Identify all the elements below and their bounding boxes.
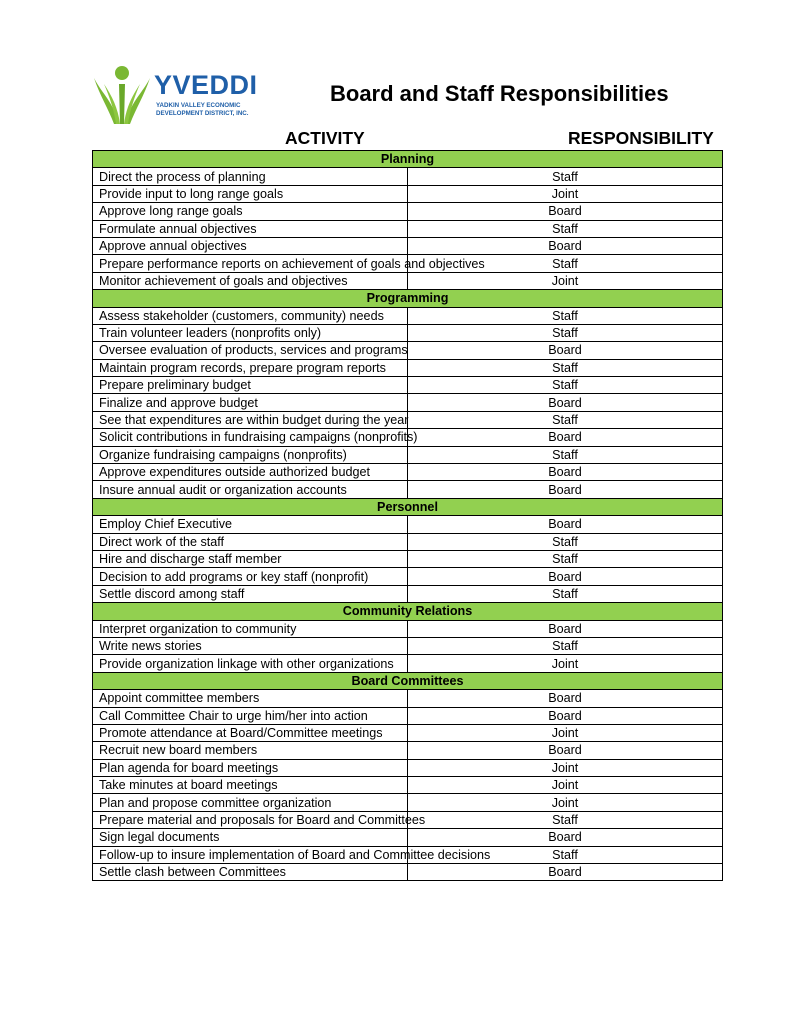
responsibility-cell: Joint (408, 185, 723, 202)
activity-cell: Provide organization linkage with other organizations (93, 655, 408, 672)
table-row (93, 550, 723, 567)
activity-cell: Finalize and approve budget (93, 394, 408, 411)
table-row (93, 533, 723, 550)
section-title: Board Committees (93, 672, 723, 689)
responsibility-cell: Staff (408, 533, 723, 550)
responsibility-cell: Staff (408, 168, 723, 185)
responsibility-cell: Staff (408, 324, 723, 341)
activity-cell: Assess stakeholder (customers, community) needs (93, 307, 408, 324)
activity-cell: Maintain program records, prepare program reports (93, 359, 408, 376)
activity-cell: Oversee evaluation of products, services and programs (93, 342, 408, 359)
table-row (93, 864, 723, 881)
table-row (93, 429, 723, 446)
activity-cell: Follow-up to insure implementation of Board and Committee decisions (93, 846, 408, 863)
activity-cell: Promote attendance at Board/Committee meetings (93, 724, 408, 741)
responsibility-cell: Staff (408, 846, 723, 863)
activity-cell: Train volunteer leaders (nonprofits only) (93, 324, 408, 341)
section-header-row (93, 603, 723, 620)
table-row (93, 637, 723, 654)
table-row (93, 464, 723, 481)
responsibility-cell: Joint (408, 272, 723, 289)
activity-cell: Interpret organization to community (93, 620, 408, 637)
table-row (93, 724, 723, 741)
activity-cell: Appoint committee members (93, 690, 408, 707)
activity-cell: Recruit new board members (93, 742, 408, 759)
table-row (93, 759, 723, 776)
activity-cell: Take minutes at board meetings (93, 777, 408, 794)
table-row (93, 220, 723, 237)
responsibility-cell: Staff (408, 585, 723, 602)
responsibility-cell: Board (408, 620, 723, 637)
table-row (93, 168, 723, 185)
activity-cell: Prepare performance reports on achievement of goals and objectives (93, 255, 408, 272)
leaf-figure-icon (92, 64, 152, 126)
responsibility-cell: Board (408, 237, 723, 254)
activity-cell: Settle discord among staff (93, 585, 408, 602)
responsibility-cell: Staff (408, 446, 723, 463)
responsibility-cell: Board (408, 690, 723, 707)
table-row (93, 585, 723, 602)
section-title: Personnel (93, 498, 723, 515)
activity-cell: Write news stories (93, 637, 408, 654)
section-title: Planning (93, 151, 723, 168)
responsibility-cell: Board (408, 429, 723, 446)
logo-subtitle: YADKIN VALLEY ECONOMIC DEVELOPMENT DISTRICT, INC. (156, 102, 249, 117)
activity-cell: Approve expenditures outside authorized budget (93, 464, 408, 481)
table-row (93, 411, 723, 428)
responsibilities-table (92, 150, 723, 881)
activity-cell: Plan and propose committee organization (93, 794, 408, 811)
activity-cell: See that expenditures are within budget during the year (93, 411, 408, 428)
activity-cell: Insure annual audit or organization accounts (93, 481, 408, 498)
responsibilities-table-body (93, 151, 723, 881)
section-header-row (93, 151, 723, 168)
activity-cell: Direct the process of planning (93, 168, 408, 185)
table-row (93, 185, 723, 202)
table-row (93, 620, 723, 637)
responsibility-column-header: RESPONSIBILITY (568, 128, 714, 148)
table-row (93, 255, 723, 272)
table-row (93, 690, 723, 707)
responsibility-cell: Board (408, 464, 723, 481)
table-row (93, 377, 723, 394)
responsibility-cell: Staff (408, 220, 723, 237)
table-row (93, 655, 723, 672)
table-row (93, 324, 723, 341)
activity-cell: Prepare material and proposals for Board and Committees (93, 811, 408, 828)
responsibility-cell: Staff (408, 811, 723, 828)
table-row (93, 777, 723, 794)
table-row (93, 829, 723, 846)
responsibility-cell: Joint (408, 724, 723, 741)
activity-cell: Settle clash between Committees (93, 864, 408, 881)
table-row (93, 742, 723, 759)
responsibility-cell: Board (408, 707, 723, 724)
section-header-row (93, 498, 723, 515)
responsibility-cell: Staff (408, 637, 723, 654)
section-header-row (93, 672, 723, 689)
responsibility-cell: Staff (408, 307, 723, 324)
responsibility-cell: Joint (408, 655, 723, 672)
table-row (93, 846, 723, 863)
responsibility-cell: Board (408, 342, 723, 359)
activity-cell: Formulate annual objectives (93, 220, 408, 237)
table-row (93, 342, 723, 359)
responsibility-cell: Staff (408, 377, 723, 394)
responsibility-cell: Joint (408, 794, 723, 811)
activity-cell: Call Committee Chair to urge him/her into action (93, 707, 408, 724)
section-title: Community Relations (93, 603, 723, 620)
table-row (93, 394, 723, 411)
responsibility-cell: Board (408, 203, 723, 220)
yveddi-logo (92, 64, 267, 126)
responsibility-cell: Staff (408, 550, 723, 567)
activity-cell: Approve annual objectives (93, 237, 408, 254)
responsibility-cell: Staff (408, 255, 723, 272)
activity-cell: Approve long range goals (93, 203, 408, 220)
table-row (93, 516, 723, 533)
activity-cell: Plan agenda for board meetings (93, 759, 408, 776)
table-row (93, 359, 723, 376)
table-row (93, 446, 723, 463)
activity-cell: Decision to add programs or key staff (nonprofit) (93, 568, 408, 585)
activity-column-header: ACTIVITY (285, 128, 365, 148)
section-header-row (93, 290, 723, 307)
table-row (93, 707, 723, 724)
activity-cell: Sign legal documents (93, 829, 408, 846)
responsibility-cell: Joint (408, 777, 723, 794)
logo-name: YVEDDI (154, 70, 258, 100)
activity-cell: Organize fundraising campaigns (nonprofits) (93, 446, 408, 463)
table-row (93, 237, 723, 254)
responsibility-cell: Board (408, 516, 723, 533)
activity-cell: Provide input to long range goals (93, 185, 408, 202)
responsibility-cell: Board (408, 864, 723, 881)
section-title: Programming (93, 290, 723, 307)
page-title: Board and Staff Responsibilities (330, 81, 669, 106)
activity-cell: Hire and discharge staff member (93, 550, 408, 567)
table-row (93, 811, 723, 828)
table-row (93, 307, 723, 324)
activity-cell: Solicit contributions in fundraising campaigns (nonprofits) (93, 429, 408, 446)
table-row (93, 481, 723, 498)
responsibility-cell: Joint (408, 759, 723, 776)
table-row (93, 568, 723, 585)
table-row (93, 203, 723, 220)
responsibility-cell: Board (408, 481, 723, 498)
activity-cell: Direct work of the staff (93, 533, 408, 550)
activity-cell: Prepare preliminary budget (93, 377, 408, 394)
activity-cell: Employ Chief Executive (93, 516, 408, 533)
responsibility-cell: Staff (408, 359, 723, 376)
responsibility-cell: Board (408, 829, 723, 846)
responsibility-cell: Board (408, 742, 723, 759)
responsibility-cell: Board (408, 568, 723, 585)
table-row (93, 794, 723, 811)
table-row (93, 272, 723, 289)
responsibility-cell: Staff (408, 411, 723, 428)
activity-cell: Monitor achievement of goals and objectives (93, 272, 408, 289)
responsibility-cell: Board (408, 394, 723, 411)
